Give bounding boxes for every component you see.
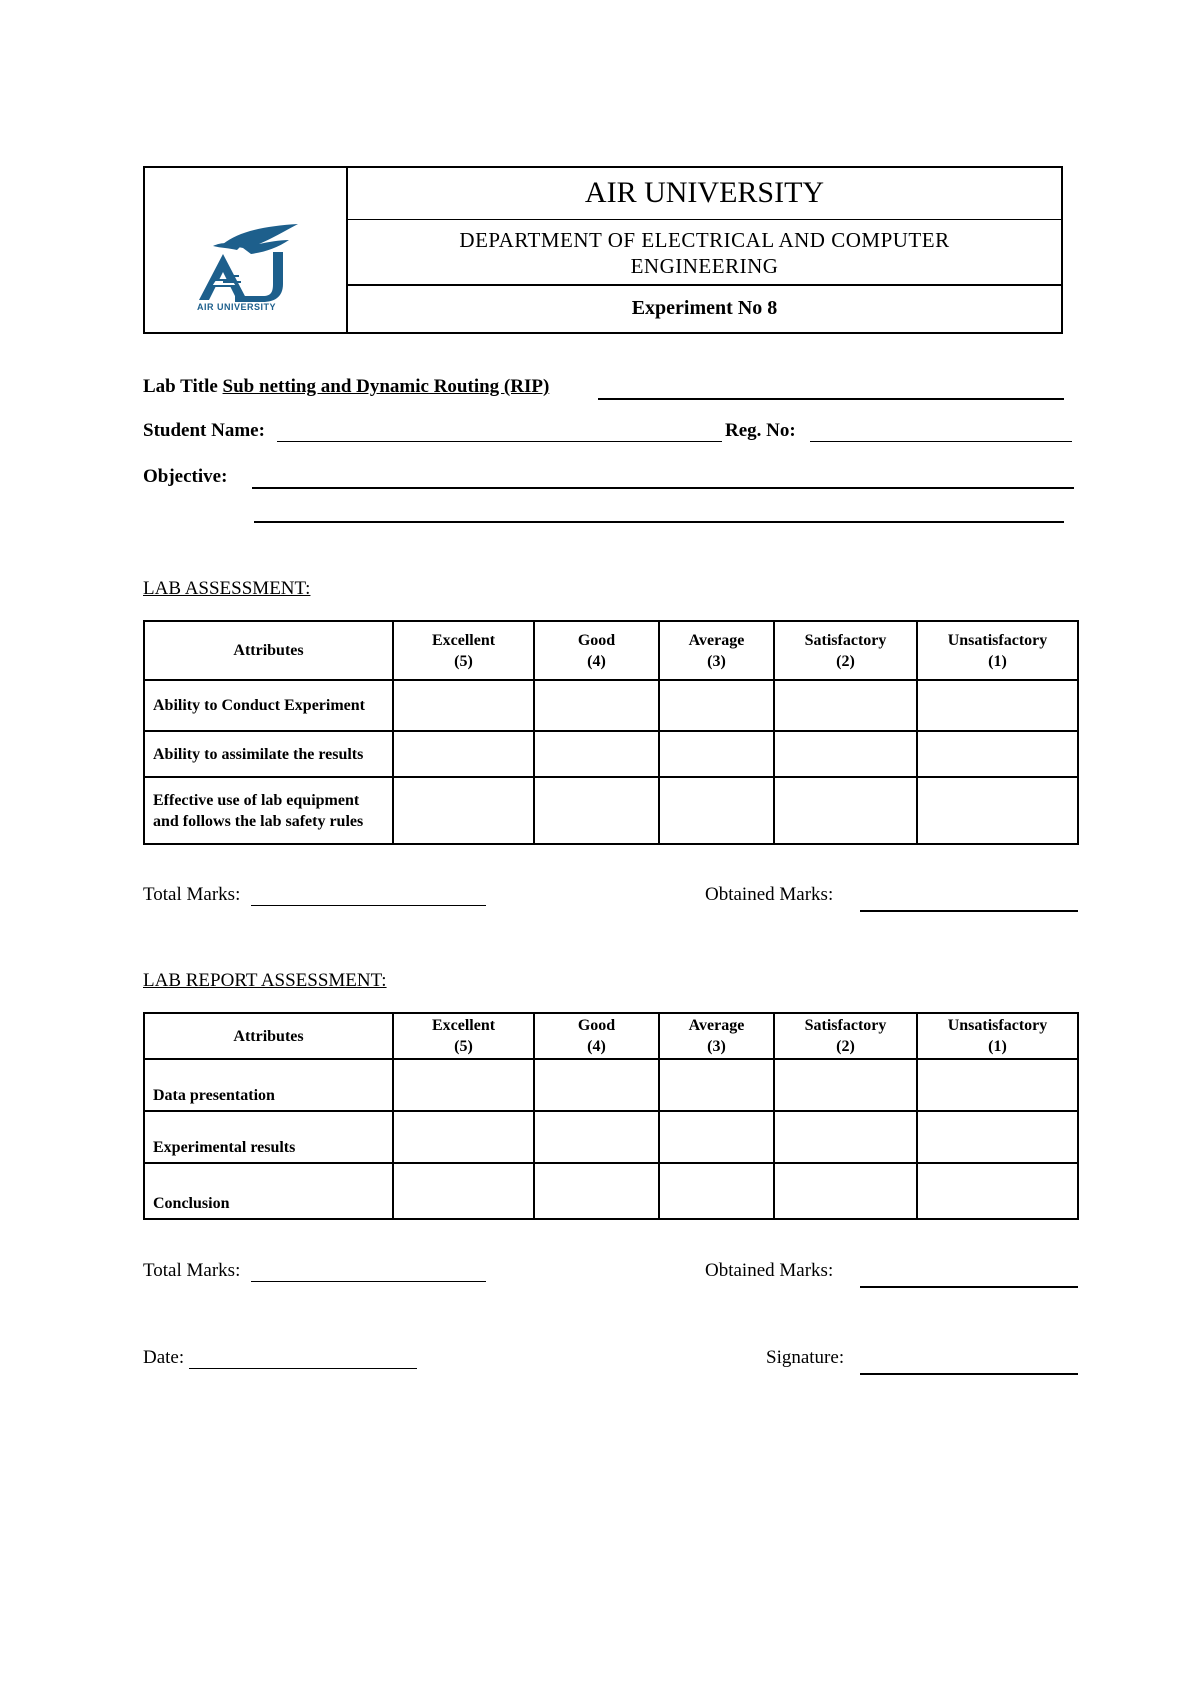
- header-attributes: Attributes: [144, 621, 393, 680]
- header-unsatisfactory: Unsatisfactory (1): [917, 621, 1078, 680]
- report-total-marks-field[interactable]: [251, 1281, 486, 1282]
- lab-obtained-marks-field[interactable]: [860, 910, 1078, 912]
- score-cell[interactable]: [534, 731, 659, 777]
- objective-line-2[interactable]: [254, 521, 1064, 523]
- row-attribute: Data presentation: [144, 1059, 393, 1111]
- score-cell[interactable]: [774, 1111, 917, 1163]
- header-average: Average (3): [659, 1013, 774, 1059]
- date-label: Date:: [143, 1347, 185, 1368]
- lab-title-value: Sub netting and Dynamic Routing (RIP): [222, 376, 550, 397]
- row-attribute: Effective use of lab equipment and follows the lab safety rules: [144, 777, 393, 844]
- lab-title-label: Lab Title: [143, 376, 218, 397]
- lab-total-marks-field[interactable]: [251, 905, 486, 906]
- lab-assessment-title: LAB ASSESSMENT:: [143, 578, 311, 599]
- score-cell[interactable]: [534, 1059, 659, 1111]
- score-cell[interactable]: [393, 680, 534, 731]
- score-cell[interactable]: [534, 1111, 659, 1163]
- score-cell[interactable]: [917, 1111, 1078, 1163]
- score-cell[interactable]: [774, 680, 917, 731]
- table-row: [144, 777, 1078, 844]
- score-cell[interactable]: [393, 731, 534, 777]
- score-cell[interactable]: [659, 1163, 774, 1219]
- score-cell[interactable]: [659, 731, 774, 777]
- lab-title-line: [143, 376, 549, 398]
- university-row: [348, 168, 1061, 220]
- logo-wordmark: AIR UNIVERSITY: [197, 302, 277, 312]
- table-row: [144, 1059, 1078, 1111]
- score-cell[interactable]: [534, 1163, 659, 1219]
- score-cell[interactable]: [393, 777, 534, 844]
- lab-obtained-marks-label: Obtained Marks:: [705, 884, 834, 905]
- department-name: DEPARTMENT OF ELECTRICAL AND COMPUTER ENGINEERING: [459, 228, 950, 278]
- score-cell[interactable]: [917, 731, 1078, 777]
- air-university-logo-icon: [193, 224, 303, 304]
- experiment-number: Experiment No 8: [631, 297, 778, 319]
- score-cell[interactable]: [774, 1059, 917, 1111]
- logo-cell: [145, 168, 348, 332]
- score-cell[interactable]: [917, 777, 1078, 844]
- row-attribute: Ability to Conduct Experiment: [144, 680, 393, 731]
- score-cell[interactable]: [393, 1059, 534, 1111]
- reg-no-label: Reg. No:: [725, 420, 796, 441]
- student-name-label: Student Name:: [143, 420, 265, 441]
- report-total-marks-label: Total Marks:: [143, 1260, 241, 1281]
- score-cell[interactable]: [534, 777, 659, 844]
- header-satisfactory: Satisfactory (2): [774, 621, 917, 680]
- score-cell[interactable]: [917, 1163, 1078, 1219]
- row-attribute: Experimental results: [144, 1111, 393, 1163]
- report-obtained-marks-field[interactable]: [860, 1286, 1078, 1288]
- header-satisfactory: Satisfactory (2): [774, 1013, 917, 1059]
- score-cell[interactable]: [774, 777, 917, 844]
- score-cell[interactable]: [393, 1111, 534, 1163]
- department-row: [348, 220, 1061, 286]
- objective-line-1[interactable]: [252, 487, 1074, 489]
- header-attributes: Attributes: [144, 1013, 393, 1059]
- row-attribute: Ability to assimilate the results: [144, 731, 393, 777]
- row-attribute: Conclusion: [144, 1163, 393, 1219]
- university-name: AIR UNIVERSITY: [584, 176, 825, 209]
- report-assessment-title: LAB REPORT ASSESSMENT:: [143, 970, 387, 991]
- experiment-row: [348, 286, 1061, 332]
- signature-field[interactable]: [860, 1373, 1078, 1375]
- header-box: [143, 166, 1063, 334]
- objective-label: Objective:: [143, 466, 228, 487]
- header-excellent: Excellent (5): [393, 621, 534, 680]
- score-cell[interactable]: [393, 1163, 534, 1219]
- header-average: Average (3): [659, 621, 774, 680]
- score-cell[interactable]: [917, 1059, 1078, 1111]
- header-good: Good (4): [534, 1013, 659, 1059]
- score-cell[interactable]: [659, 1059, 774, 1111]
- header-excellent: Excellent (5): [393, 1013, 534, 1059]
- table-row: [144, 680, 1078, 731]
- score-cell[interactable]: [917, 680, 1078, 731]
- table-row: [144, 1111, 1078, 1163]
- table-row: [144, 731, 1078, 777]
- report-assessment-table: [143, 1012, 1079, 1220]
- report-obtained-marks-label: Obtained Marks:: [705, 1260, 834, 1281]
- date-field[interactable]: [189, 1368, 417, 1369]
- score-cell[interactable]: [774, 1163, 917, 1219]
- reg-no-field[interactable]: [810, 441, 1072, 442]
- lab-assessment-table: [143, 620, 1079, 845]
- score-cell[interactable]: [659, 680, 774, 731]
- table-row: [144, 1163, 1078, 1219]
- student-name-field[interactable]: [277, 441, 722, 442]
- score-cell[interactable]: [659, 1111, 774, 1163]
- score-cell[interactable]: [534, 680, 659, 731]
- header-unsatisfactory: Unsatisfactory (1): [917, 1013, 1078, 1059]
- score-cell[interactable]: [774, 731, 917, 777]
- table-header-row: [144, 621, 1078, 680]
- signature-label: Signature:: [766, 1347, 845, 1368]
- lab-total-marks-label: Total Marks:: [143, 884, 241, 905]
- score-cell[interactable]: [659, 777, 774, 844]
- table-header-row: [144, 1013, 1078, 1059]
- lab-title-underline: [598, 398, 1064, 400]
- header-good: Good (4): [534, 621, 659, 680]
